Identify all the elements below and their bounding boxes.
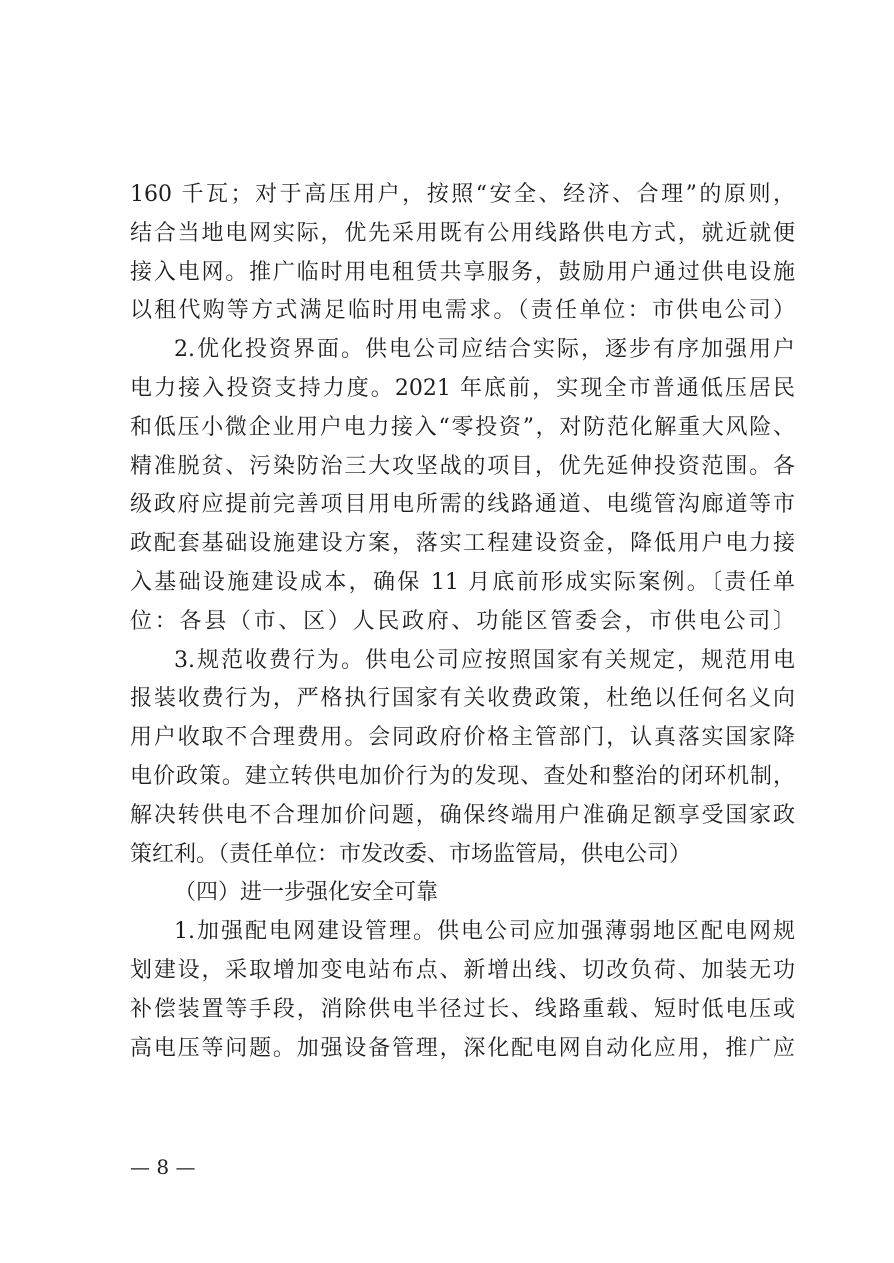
- text-line: 级政府应提前完善项目用电所需的线路通道、电缆管沟廊道等市: [130, 492, 795, 518]
- text-line: 划建设，采取增加变电站布点、新增出线、切改负荷、加装无功: [130, 957, 795, 983]
- text-line: 和低压小微企业用户电力接入“零投资”，对防范化解重大风险、: [130, 414, 795, 440]
- paragraph-start-line: 1.加强配电网建设管理。供电公司应加强薄弱地区配电网规: [174, 919, 795, 945]
- text-line: 用户收取不合理费用。会同政府价格主管部门，认真落实国家降: [130, 725, 795, 751]
- text-line: 策红利。（责任单位：市发改委、市场监管局，供电公司）: [130, 841, 692, 867]
- page-number: — 8 —: [130, 1155, 196, 1179]
- text-line: 电力接入投资支持力度。2021 年底前，实现全市普通低压居民: [130, 375, 795, 401]
- text-line: 160 千瓦；对于高压用户，按照“安全、经济、合理”的原则，: [130, 182, 795, 207]
- text-line: 精准脱贫、污染防治三大攻坚战的项目，优先延伸投资范围。各: [130, 453, 795, 479]
- paragraph-start-line: 2.优化投资界面。供电公司应结合实际，逐步有序加强用户: [174, 337, 795, 363]
- text-line: 解决转供电不合理加价问题，确保终端用户准确足额享受国家政: [130, 802, 795, 828]
- text-line: 高电压等问题。加强设备管理，深化配电网自动化应用，推广应: [130, 1035, 795, 1061]
- text-line: 政配套基础设施建设方案，落实工程建设资金，降低用户电力接: [130, 531, 795, 557]
- paragraph-start-line: 3.规范收费行为。供电公司应按照国家有关规定，规范用电: [174, 647, 795, 673]
- text-line: 电价政策。建立转供电加价行为的发现、查处和整治的闭环机制，: [130, 763, 795, 789]
- text-line: 入基础设施建设成本，确保 11 月底前形成实际案例。〔责任单: [130, 569, 795, 595]
- text-line: 报装收费行为，严格执行国家有关收费政策，杜绝以任何名义向: [130, 686, 795, 712]
- text-line: 以租代购等方式满足临时用电需求。（责任单位：市供电公司）: [130, 298, 795, 324]
- text-line: 位：各县（市、区）人民政府、功能区管委会，市供电公司〕: [130, 608, 795, 634]
- text-line: 接入电网。推广临时用电租赁共享服务，鼓励用户通过供电设施: [130, 259, 795, 285]
- text-line: 补偿装置等手段，消除供电半径过长、线路重载、短时低电压或: [130, 996, 795, 1022]
- section-heading: （四）进一步强化安全可靠: [174, 880, 439, 906]
- text-line: 结合当地电网实际，优先采用既有公用线路供电方式，就近就便: [130, 220, 795, 246]
- body-text: [130, 176, 795, 1068]
